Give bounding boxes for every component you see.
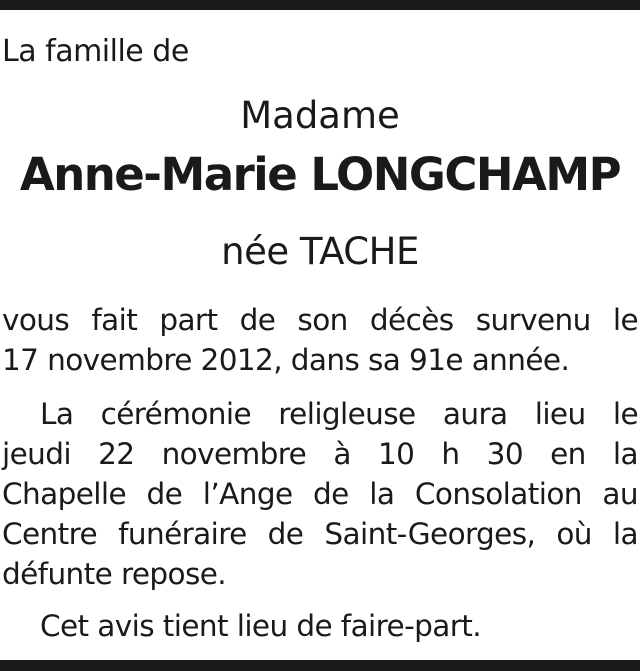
deceased-name: Anne-Marie LONGCHAMP (19, 148, 621, 201)
ceremony-paragraph (2, 394, 638, 594)
closing-line: Cet avis tient lieu de faire-part. (40, 609, 481, 643)
announcement-line: 17 novembre 2012, dans sa 91e année. (2, 343, 570, 377)
ceremony-line: défunte repose. (2, 557, 227, 591)
bottom-border-rule (0, 660, 640, 671)
announcement-line: vous fait part de son décès survenu le (2, 303, 638, 337)
top-border-rule (0, 0, 640, 10)
maiden-name: née TACHE (221, 230, 419, 273)
ceremony-line: jeudi 22 novembre à 10 h 30 en la (2, 437, 638, 471)
closing-paragraph (2, 606, 638, 646)
intro-text: La famille de (2, 34, 189, 69)
announcement-paragraph (2, 300, 638, 380)
ceremony-line: Centre funéraire de Saint-Georges, où la (2, 517, 638, 551)
ceremony-line: La cérémonie religleuse aura lieu le (40, 397, 638, 431)
honorific-title: Madame (240, 94, 400, 137)
ceremony-line: Chapelle de l’Ange de la Consolation au (2, 477, 638, 511)
